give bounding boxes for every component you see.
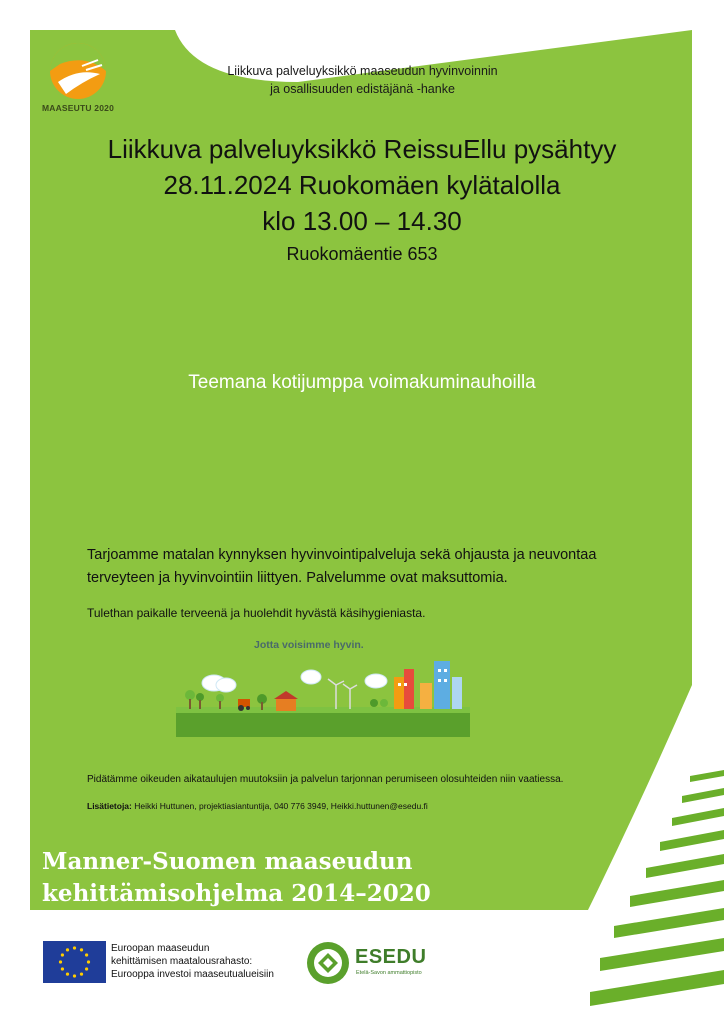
event-theme: Teemana kotijumppa voimakuminauhoilla <box>188 372 536 393</box>
subtitle-line-1: Liikkuva palveluyksikkö maaseudun hyvinvoinnin <box>227 64 498 78</box>
event-headline <box>50 131 674 239</box>
eu-text-line-2: kehittämisen maatalousrahasto: <box>111 956 253 967</box>
hygiene-note: Tulethan paikalle terveenä ja huolehdit hyvästä käsihygieniasta. <box>87 606 426 620</box>
headline-line-1: Liikkuva palveluyksikkö ReissuEllu pysähtyy <box>107 134 617 164</box>
program-title <box>42 846 502 910</box>
eu-flag-icon <box>43 941 106 983</box>
logo-text: MAASEUTU 2020 <box>41 103 115 113</box>
esedu-name: ESEDU <box>355 946 427 968</box>
esedu-logo-icon <box>306 941 350 985</box>
esedu-subtitle: Etelä-Savon ammattiopisto <box>356 970 422 976</box>
headline-line-2: 28.11.2024 Ruokomäen kylätalolla <box>163 170 561 200</box>
decorative-stripes <box>590 760 724 1024</box>
service-description: Tarjoamme matalan kynnyksen hyvinvointipalveluja sekä ohjausta ja neuvontaa terveyteen ja hyvinvointiin liittyen. Palvelumme ovat maksuttomia. <box>87 547 597 586</box>
contact-label: Lisätietoja: <box>87 801 132 811</box>
headline-line-3: klo 13.00 – 14.30 <box>262 206 462 236</box>
town-illustration <box>176 655 470 737</box>
disclaimer: Pidätämme oikeuden aikataulujen muutoksiin ja palvelun tarjonnan perumiseen olosuhteiden niin vaatiessa. <box>87 774 564 785</box>
eu-text-line-3: Eurooppa investoi maaseutualueisiin <box>111 969 274 980</box>
contact-details: Heikki Huttunen, projektiasiantuntija, 040 776 3949, Heikki.huttunen@esedu.fi <box>131 801 428 811</box>
event-address: Ruokomäentie 653 <box>286 244 438 264</box>
eu-fund-text <box>111 942 311 981</box>
project-subtitle <box>190 62 535 98</box>
slogan: Jotta voisimme hyvin. <box>254 639 364 651</box>
eu-text-line-1: Euroopan maaseudun <box>111 943 210 954</box>
program-line-1: Manner-Suomen maaseudun <box>42 848 413 875</box>
contact-info <box>87 801 667 811</box>
program-line-2: kehittämisohjelma 2014–2020 <box>42 880 431 907</box>
subtitle-line-2: ja osallisuuden edistäjänä -hanke <box>270 82 455 96</box>
